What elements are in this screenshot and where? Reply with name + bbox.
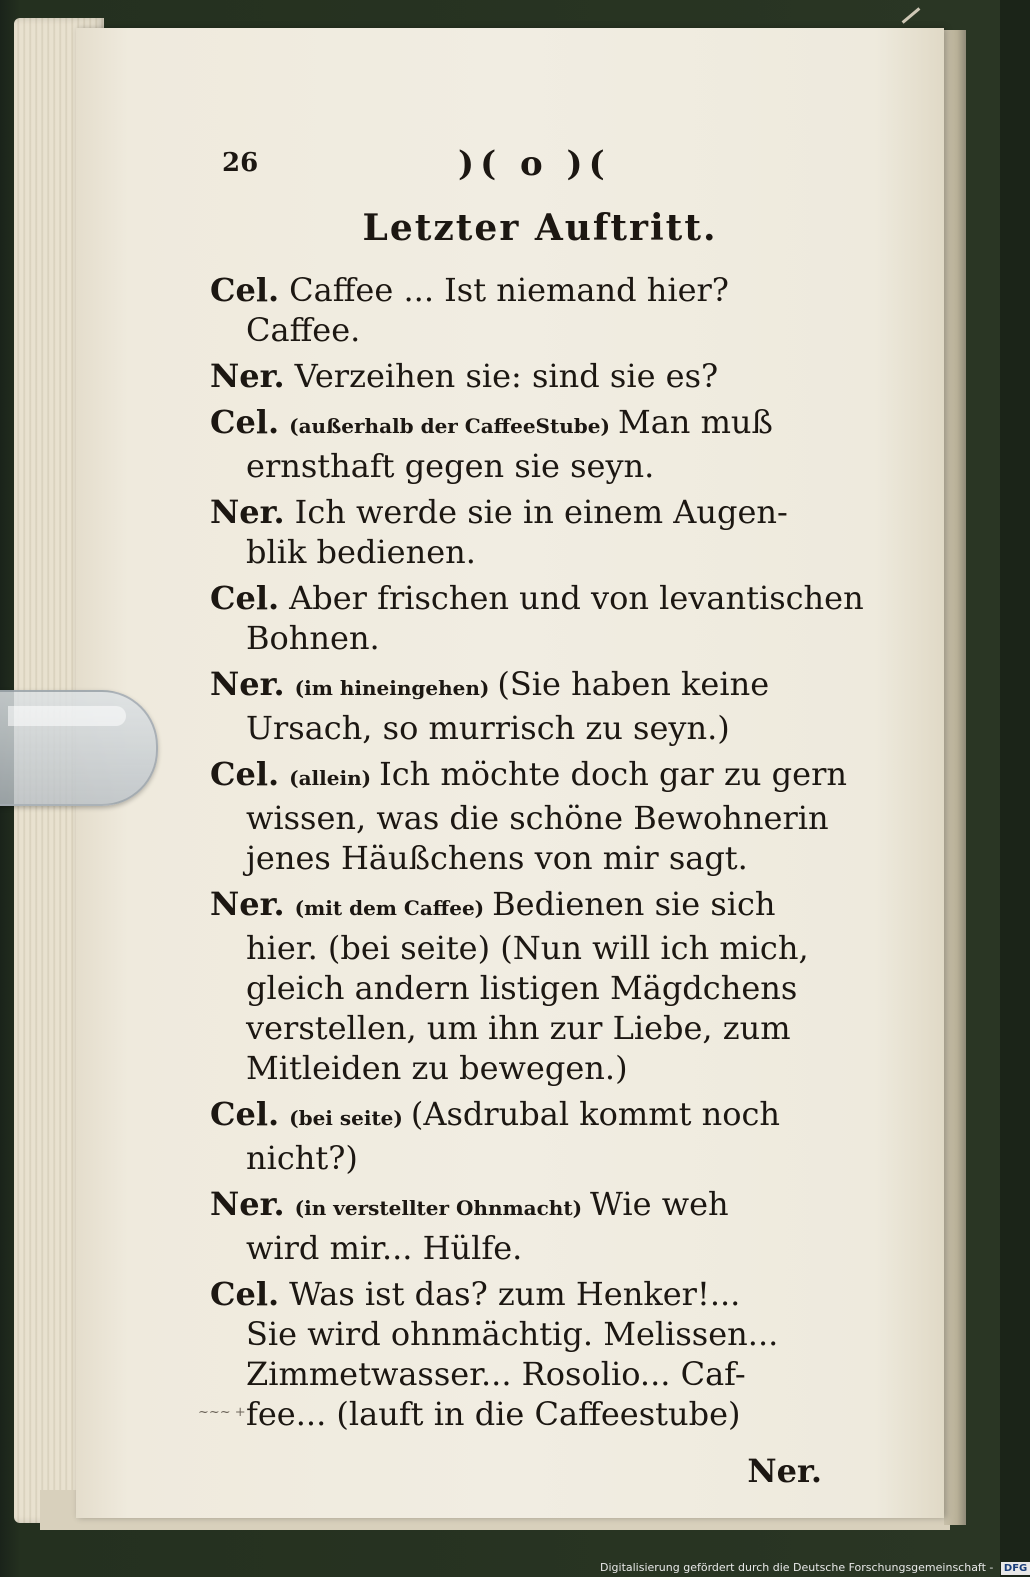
dialogue-line: Caffee. <box>246 311 361 349</box>
speaker-name: Cel. <box>210 579 280 617</box>
dialogue-entry <box>210 664 870 748</box>
dialogue-entry <box>210 402 870 486</box>
header-ornament: )( o )( <box>458 144 611 184</box>
dialogue-line: gleich andern listigen Mägdchens <box>246 969 798 1007</box>
stage-direction: (im hineingehen) <box>294 676 490 700</box>
dialogue-line: (Sie haben keine <box>497 665 770 703</box>
dialogue-entry <box>210 578 870 658</box>
dialogue-line: jenes Häußchens von mir sagt. <box>246 839 748 877</box>
speaker-name: Ner. <box>210 493 285 531</box>
stage-direction: (allein) <box>289 766 372 790</box>
speaker-name: Cel. <box>210 403 280 441</box>
dialogue-line: Wie weh <box>590 1185 729 1223</box>
dialogue-line: wissen, was die schöne Bewohnerin <box>246 799 829 837</box>
page-number: 26 <box>222 148 259 178</box>
dialogue-line: Bohnen. <box>246 619 380 657</box>
speaker-name: Ner. <box>210 885 285 923</box>
speaker-name: Cel. <box>210 1095 280 1133</box>
page-header <box>210 140 870 196</box>
dialogue-line: ernsthaft gegen sie seyn. <box>246 447 655 485</box>
dialogue-line: Sie wird ohnmächtig. Melissen... <box>246 1315 779 1353</box>
dialogue-line: blik bedienen. <box>246 533 476 571</box>
dialogue-line: Man muß <box>617 403 773 441</box>
dialogue-line: Ich möchte doch gar zu gern <box>379 755 847 793</box>
speaker-name: Ner. <box>210 357 285 395</box>
stage-direction: (in verstellter Ohnmacht) <box>294 1196 583 1220</box>
dialogue-line: Was ist das? zum Henker!... <box>289 1275 741 1313</box>
signature-mark: ~~~ + <box>198 1405 246 1420</box>
stage-direction: (mit dem Caffee) <box>294 896 485 920</box>
dialogue <box>210 270 870 1434</box>
dialogue-line: Zimmetwasser... Rosolio... Caf- <box>246 1355 746 1393</box>
dialogue-line: verstellen, um ihn zur Liebe, zum <box>246 1009 791 1047</box>
dialogue-line: Ich werde sie in einem Augen- <box>294 493 788 531</box>
dialogue-entry <box>210 1274 870 1434</box>
speaker-name: Cel. <box>210 1275 280 1313</box>
dialogue-line: fee... (lauft in die Caffeestube) <box>246 1395 741 1433</box>
stage-direction: (bei seite) <box>289 1106 403 1130</box>
dialogue-line: Caffee ... Ist niemand hier? <box>289 271 729 309</box>
footer-credit <box>600 1559 1030 1577</box>
footer-text: Digitalisierung gefördert durch die Deutsche Forschungsgemeinschaft - <box>600 1561 994 1574</box>
speaker-name: Ner. <box>210 665 285 703</box>
dialogue-line: Mitleiden zu bewegen.) <box>246 1049 628 1087</box>
dialogue-line: Verzeihen sie: sind sie es? <box>294 357 719 395</box>
scene-title: Letzter Auftritt. <box>362 207 718 249</box>
dialogue-entry <box>210 884 870 1088</box>
speaker-name: Ner. <box>210 1185 285 1223</box>
dialogue-line: Aber frischen und von levantischen <box>289 579 864 617</box>
facing-page-edge <box>944 30 966 1525</box>
dialogue-line: nicht?) <box>246 1139 358 1177</box>
speaker-name: Cel. <box>210 271 280 309</box>
page-text <box>210 140 870 1490</box>
dialogue-line: Bedienen sie sich <box>492 885 776 923</box>
page-clip <box>0 690 158 806</box>
dialogue-entry <box>210 492 870 572</box>
stage-direction: (außerhalb der CaffeeStube) <box>289 414 610 438</box>
dfg-logo: DFG <box>1001 1562 1030 1575</box>
dialogue-entry <box>210 754 870 878</box>
dialogue-entry <box>210 1184 870 1268</box>
dialogue-entry <box>210 356 870 396</box>
dialogue-entry <box>210 270 870 350</box>
dialogue-entry <box>210 1094 870 1178</box>
dialogue-line: wird mir... Hülfe. <box>246 1229 523 1267</box>
dialogue-line: Ursach, so murrisch zu seyn.) <box>246 709 730 747</box>
dialogue-line: (Asdrubal kommt noch <box>410 1095 781 1133</box>
catchword: Ner. <box>747 1452 822 1490</box>
speaker-name: Cel. <box>210 755 280 793</box>
dialogue-line: hier. (bei seite) (Nun will ich mich, <box>246 929 809 967</box>
